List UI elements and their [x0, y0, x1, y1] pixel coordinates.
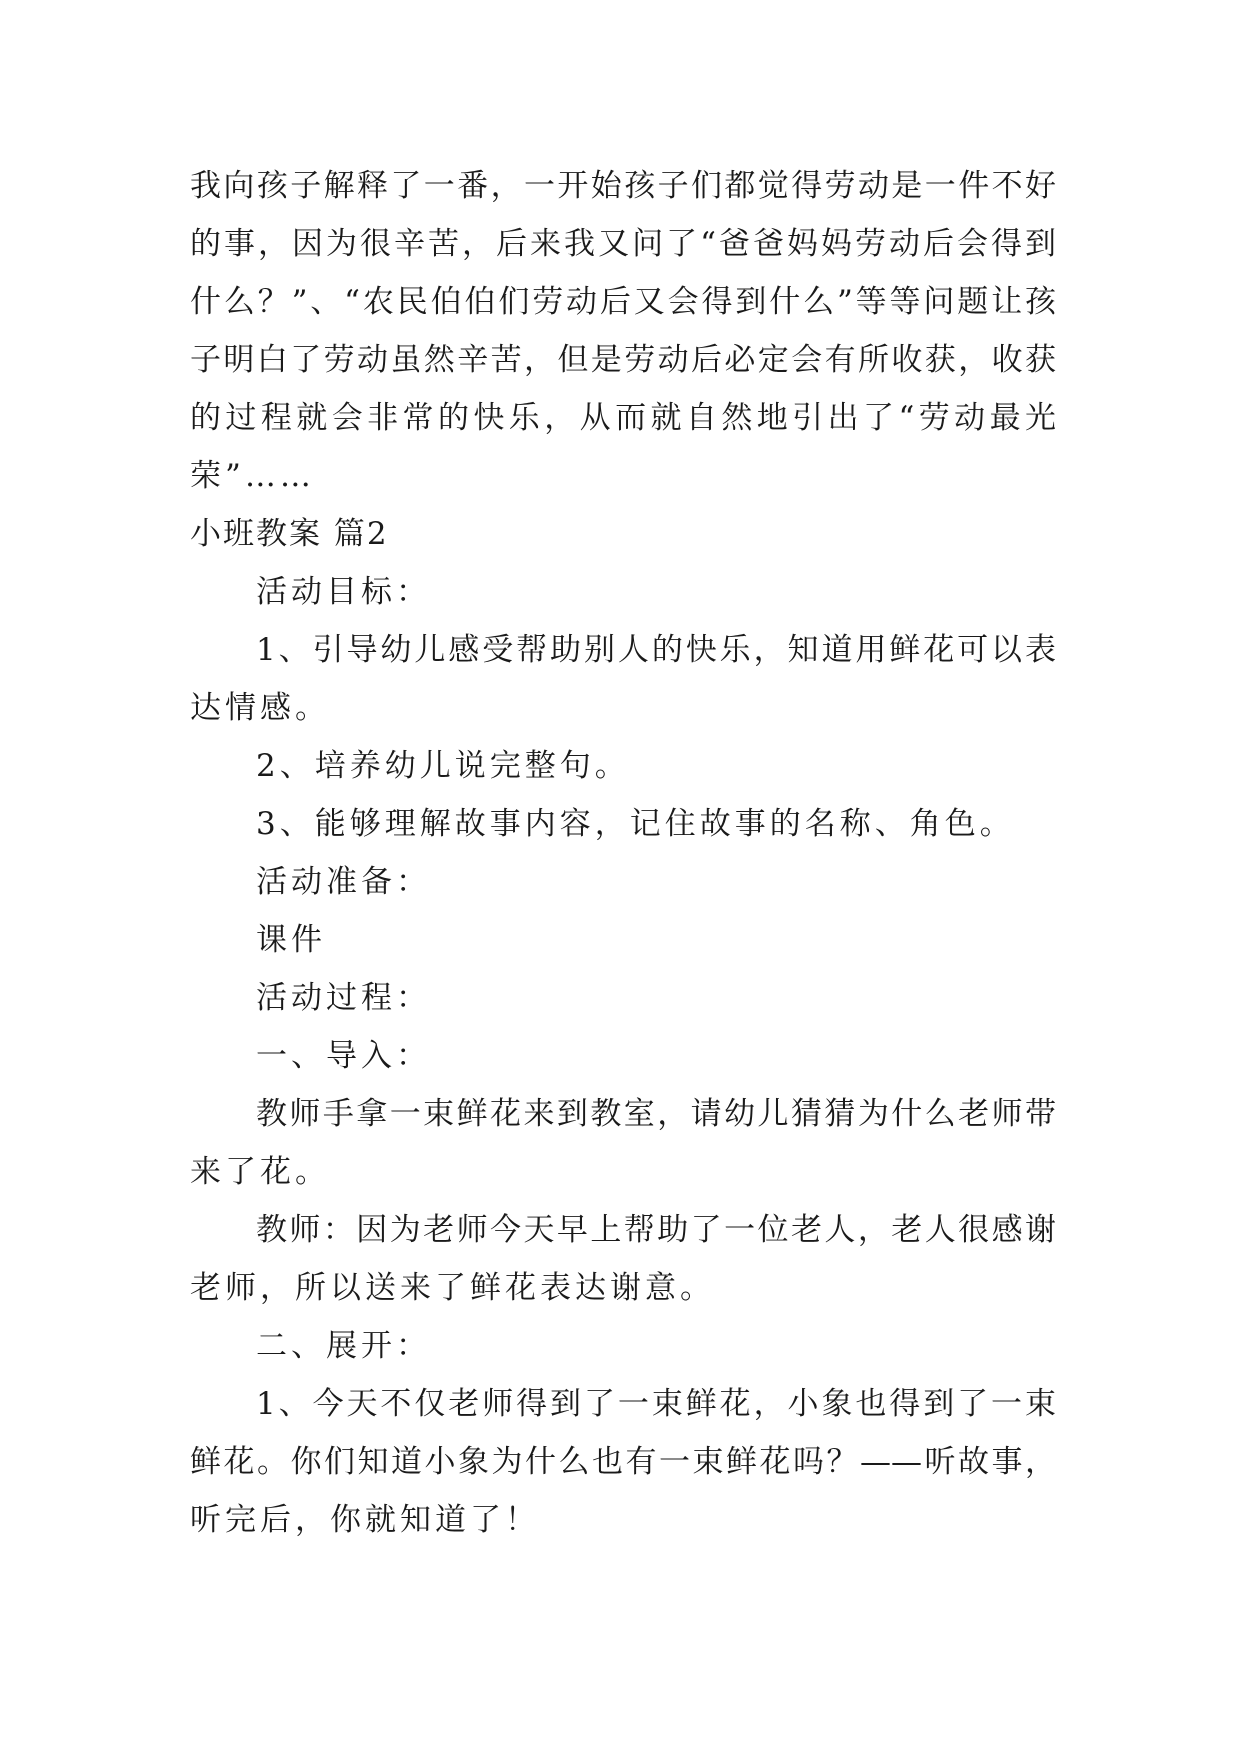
text-line: 课件	[256, 922, 326, 958]
text-line: 什么？”、“农民伯伯们劳动后又会得到什么”等等问题让孩	[190, 284, 1056, 320]
text-line: 老师，所以送来了鲜花表达谢意。	[190, 1270, 715, 1306]
text-line: 听完后，你就知道了！	[190, 1502, 540, 1538]
subheading-activity-process: 活动过程：	[256, 980, 431, 1016]
section-heading: 小班教案 篇2	[190, 516, 389, 552]
subheading-activity-preparation: 活动准备：	[256, 864, 431, 900]
text-line: 1、今天不仅老师得到了一束鲜花，小象也得到了一束	[256, 1386, 1056, 1422]
text-line: 荣”……	[190, 458, 315, 494]
text-line: 教师手拿一束鲜花来到教室，请幼儿猜猜为什么老师带	[256, 1096, 1056, 1132]
text-line: 鲜花。你们知道小象为什么也有一束鲜花吗？——听故事，	[190, 1444, 1056, 1480]
subheading-introduction: 一、导入：	[256, 1038, 431, 1074]
text-line: 教师：因为老师今天早上帮助了一位老人，老人很感谢	[256, 1212, 1056, 1248]
text-line: 的过程就会非常的快乐，从而就自然地引出了“劳动最光	[190, 400, 1056, 436]
subheading-activity-goals: 活动目标：	[256, 574, 431, 610]
text-line: 3、能够理解故事内容，记住故事的名称、角色。	[256, 806, 1015, 842]
text-line: 达情感。	[190, 690, 330, 726]
subheading-development: 二、展开：	[256, 1328, 431, 1364]
text-line: 来了花。	[190, 1154, 330, 1190]
text-line: 1、引导幼儿感受帮助别人的快乐，知道用鲜花可以表	[256, 632, 1056, 668]
text-line: 的事，因为很辛苦，后来我又问了“爸爸妈妈劳动后会得到	[190, 226, 1056, 262]
text-line: 子明白了劳动虽然辛苦，但是劳动后必定会有所收获，收获	[190, 342, 1056, 378]
text-line: 2、培养幼儿说完整句。	[256, 748, 630, 784]
document-body	[190, 157, 1056, 1549]
text-line: 我向孩子解释了一番，一开始孩子们都觉得劳动是一件不好	[190, 168, 1056, 204]
